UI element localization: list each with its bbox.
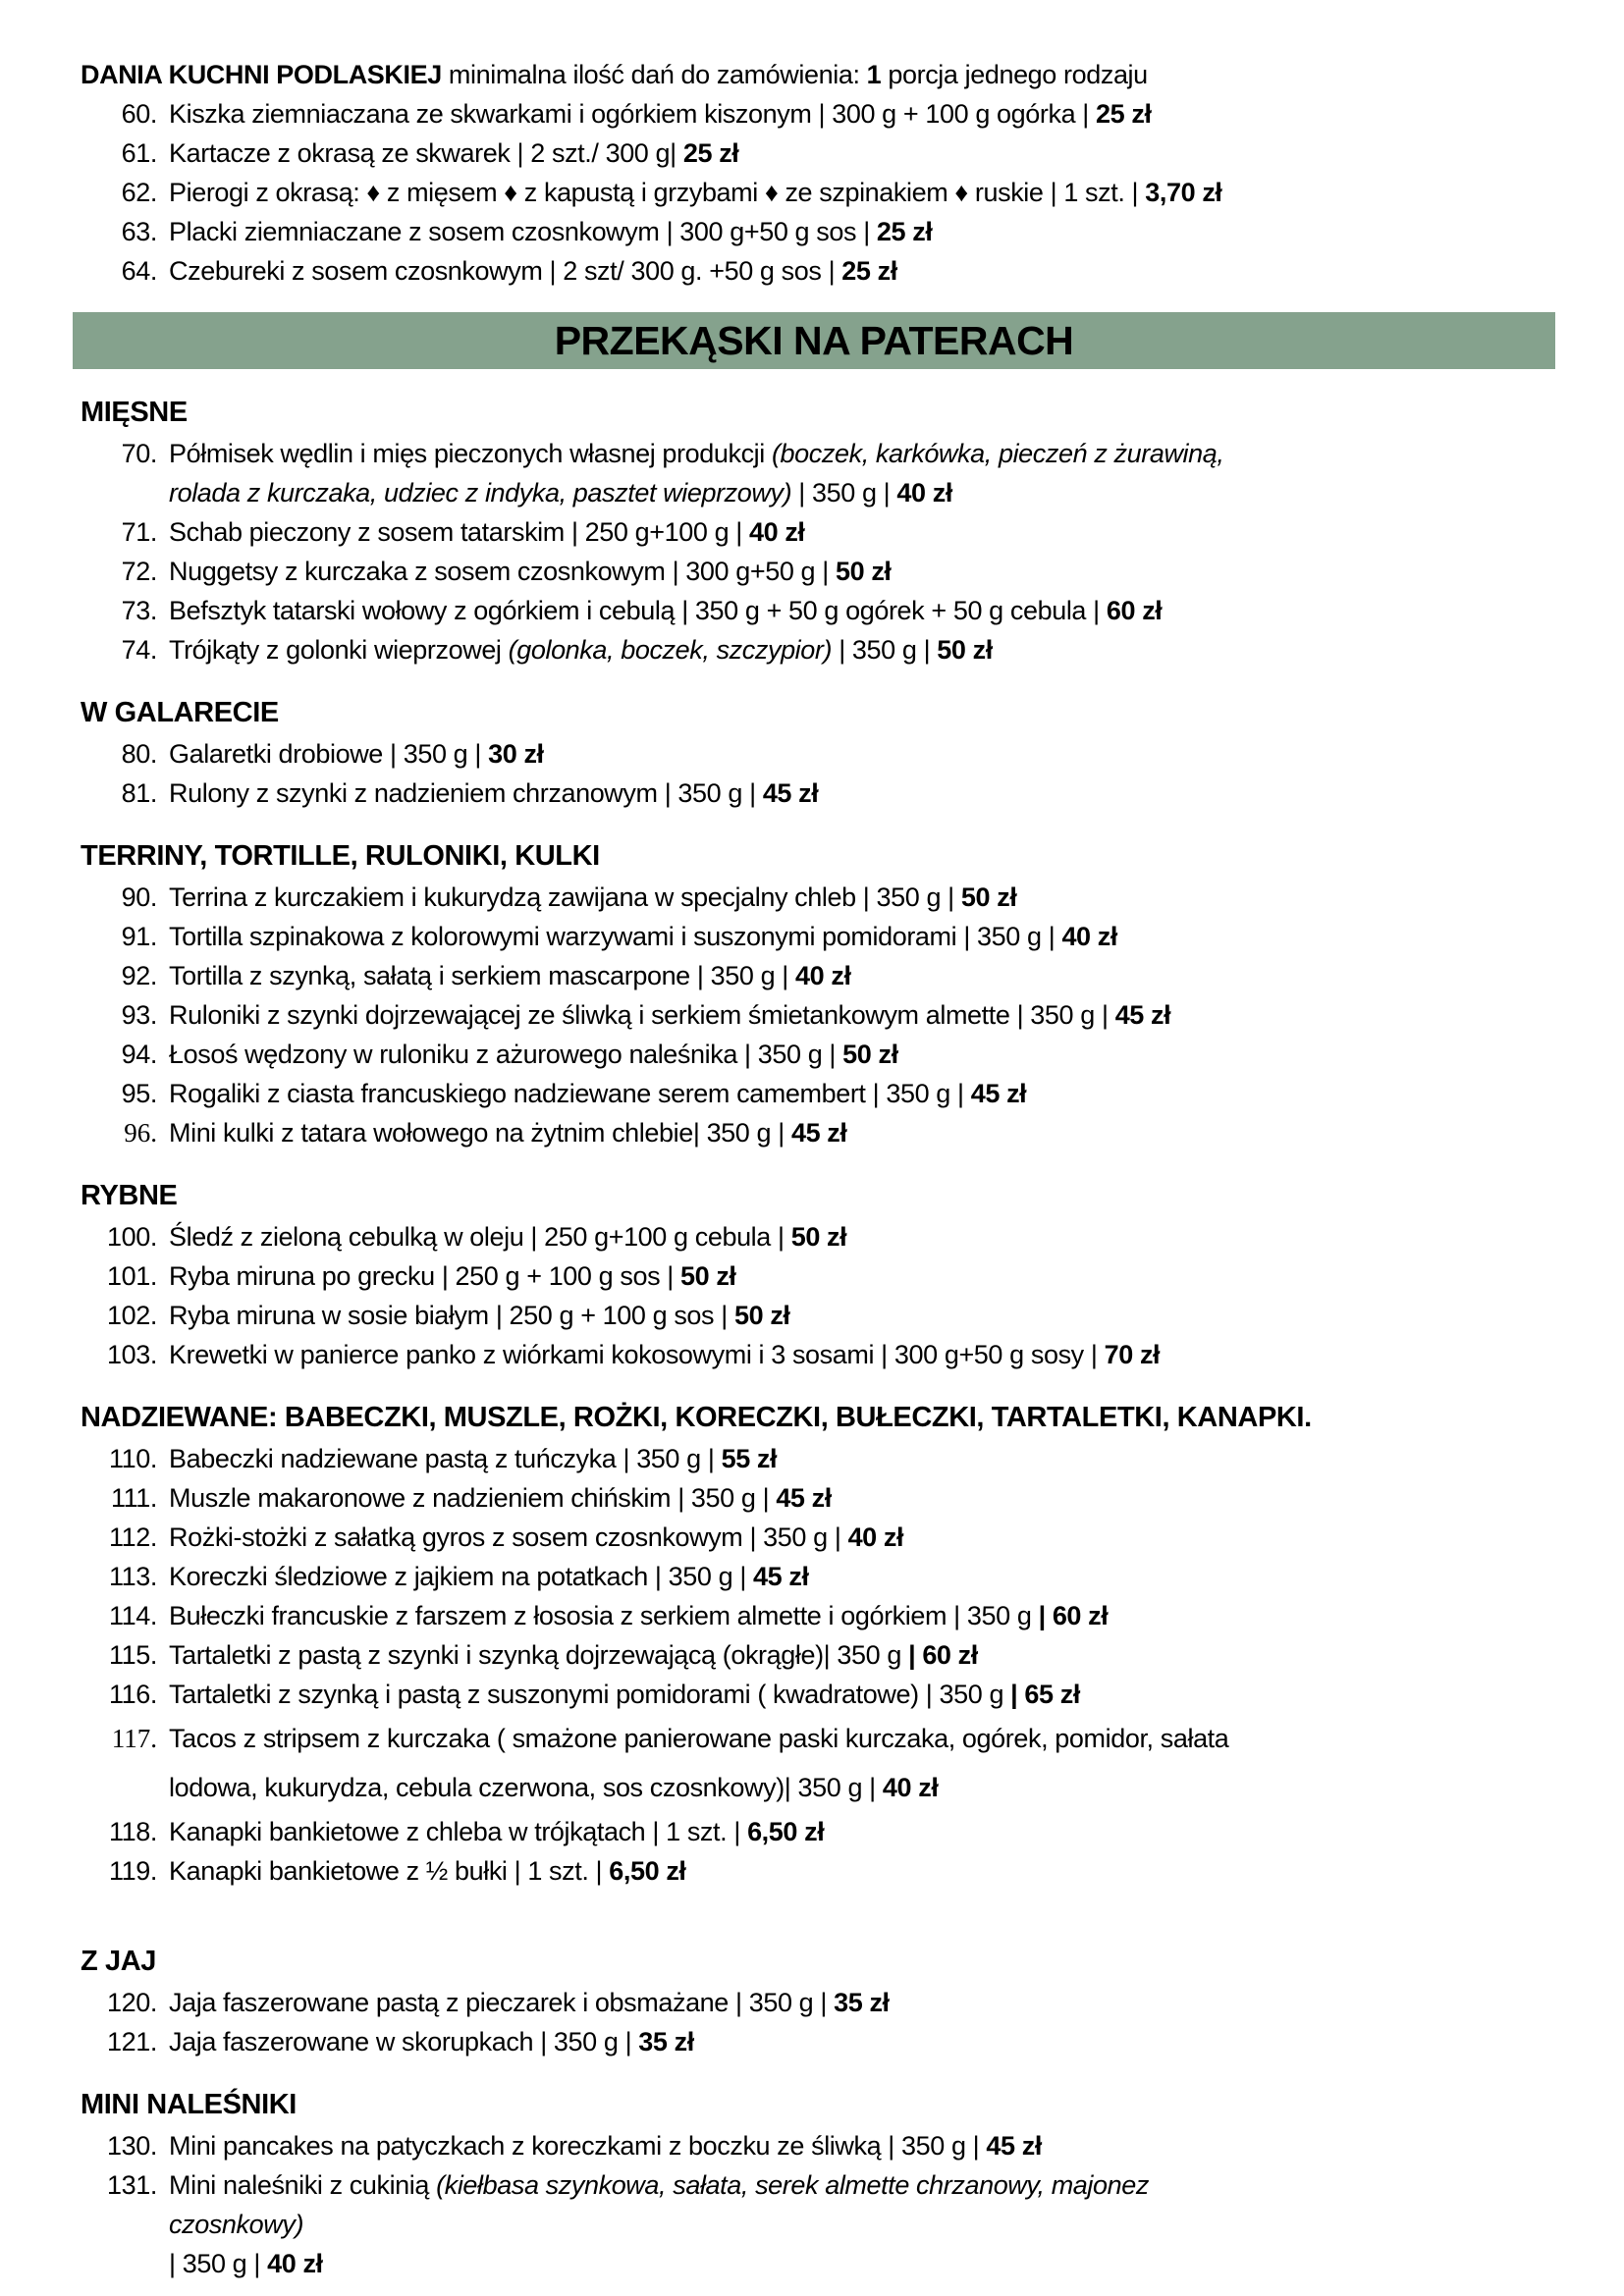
item-number: 112. [109,1522,157,1552]
item-text-segment: | 350 g | [169,2249,268,2278]
section-title: TERRINY, TORTILLE, RULONIKI, KULKI [81,840,600,872]
item-price: 3,70 zł [1145,178,1222,207]
item-number: 72. [121,557,157,586]
item-number: 117. [111,1724,157,1753]
item-price: 45 zł [776,1483,832,1513]
menu-item [81,774,1555,813]
item-text-segment: czosnkowy) [169,2210,304,2239]
menu-item [81,1335,1555,1374]
item-price: 45 zł [986,2131,1042,2161]
item-text-segment: Tartaletki z pastą z szynki i szynką dojrzewającą (okrągłe)| 350 g [169,1640,909,1670]
item-text-segment: Krewetki w panierce panko z wiórkami kokosowymi i 3 sosami | 300 g+50 g sosy | [169,1340,1105,1369]
menu-item [81,434,1555,512]
item-number: 113. [109,1562,157,1591]
item-text-segment: (kiełbasa szynkowa, sałata, serek almette chrzanowy, majonez [436,2170,1149,2200]
item-number: 102. [107,1301,157,1330]
item-price: 60 zł [1106,596,1163,625]
menu-item [81,917,1555,956]
item-text-segment: Śledź z zieloną cebulką w oleju | 250 g+100 g cebula | [169,1222,791,1252]
item-text-segment: Rogaliki z ciasta francuskiego nadziewane serem camembert | 350 g | [169,1079,971,1108]
item-price: 45 zł [1114,1000,1171,1030]
item-text-segment: Rulony z szynki z nadzieniem chrzanowym | 350 g | [169,778,763,808]
item-text-segment: Babeczki nadziewane pastą z tuńczyka | 350 g | [169,1444,722,1473]
item-number: 81. [121,778,157,808]
menu-item [81,1983,1555,2022]
item-number: 95. [121,1079,157,1108]
item-text-segment: Jaja faszerowane w skorupkach | 350 g | [169,2027,639,2056]
item-number: 96. [124,1118,157,1148]
item-text-segment: (golonka, boczek, szczypior) [508,635,833,665]
item-price: 40 zł [749,517,805,547]
item-price: | 60 zł [1038,1601,1109,1630]
menu-item [81,552,1555,591]
item-price: 50 zł [960,882,1017,912]
menu-item [81,133,1555,173]
intro-segment: 1 [866,60,882,89]
item-number: 93. [121,1000,157,1030]
item-text-segment: Mini pancakes na patyczkach z koreczkami z boczku ze śliwką | 350 g | [169,2131,987,2161]
item-text-segment: Bułeczki francuskie z farszem z łososia z serkiem almette i ogórkiem | 350 g [169,1601,1039,1630]
item-text-segment: Muszle makaronowe z nadzieniem chińskim | 350 g | [169,1483,777,1513]
menu-item [81,956,1555,995]
item-price: 6,50 zł [609,1856,686,1886]
item-number: 62. [121,178,157,207]
item-number: 90. [121,882,157,912]
item-text-segment: rolada z kurczaka, udziec z indyka, pasztet wieprzowy) [169,478,792,507]
item-text-segment: Jaja faszerowane pastą z pieczarek i obsmażane | 350 g | [169,1988,835,2017]
menu-item [81,1714,1555,1812]
section-rybne [81,1174,1555,1374]
item-price: 50 zł [937,635,993,665]
item-price: 40 zł [267,2249,323,2278]
item-price: 50 zł [790,1222,847,1252]
item-text-segment: Mini kulki z tatara wołowego na żytnim chlebie| 350 g | [169,1118,791,1148]
item-number: 73. [121,596,157,625]
menu-item [81,173,1555,212]
menu-item [81,1635,1555,1675]
item-number: 80. [121,739,157,769]
item-number: 94. [121,1040,157,1069]
banner-przekaski-na-paterach [73,312,1555,369]
section-terriny [81,834,1555,1152]
item-text-segment: Placki ziemniaczane z sosem czosnkowym | 300 g+50 g sos | [169,217,877,246]
item-number: 63. [121,217,157,246]
item-price: 55 zł [721,1444,778,1473]
item-price: 70 zł [1104,1340,1161,1369]
item-price: 40 zł [847,1522,904,1552]
menu-item [81,512,1555,552]
menu-item [81,1217,1555,1256]
item-text-segment: Czebureki z sosem czosnkowym | 2 szt/ 300 g. +50 g sos | [169,256,842,286]
item-number: 110. [109,1444,157,1473]
section-title: Z JAJ [81,1946,156,1977]
menu-item [81,1256,1555,1296]
item-number: 120. [107,1988,157,2017]
menu-item [81,1074,1555,1113]
item-price: 50 zł [842,1040,898,1069]
item-text-segment: Łosoś wędzony w ruloniku z ażurowego naleśnika | 350 g | [169,1040,843,1069]
item-text-segment: Ruloniki z szynki dojrzewającej ze śliwką i serkiem śmietankowym almette | 350 g | [169,1000,1115,1030]
item-text-segment: Kiszka ziemniaczana ze skwarkami i ogórkiem kiszonym | 300 g + 100 g ogórka | [169,99,1097,129]
menu-item [81,1812,1555,1851]
section-title: NADZIEWANE: BABECZKI, MUSZLE, ROŻKI, KORECZKI, BUŁECZKI, TARTALETKI, KANAPKI. [81,1402,1312,1433]
item-text-segment: Nuggetsy z kurczaka z sosem czosnkowym | 300 g+50 g | [169,557,836,586]
section-z-jaj [81,1940,1555,2061]
item-text-segment: Befsztyk tatarski wołowy z ogórkiem i cebulą | 350 g + 50 g ogórek + 50 g cebula | [169,596,1107,625]
item-price: 30 zł [488,739,544,769]
item-number: 111. [111,1483,157,1513]
item-price: 50 zł [733,1301,790,1330]
item-text-segment: Schab pieczony z sosem tatarskim | 250 g+100 g | [169,517,749,547]
item-price: 45 zł [753,1562,809,1591]
item-number: 118. [109,1817,157,1846]
menu-item [81,591,1555,630]
item-text-segment: (boczek, karkówka, pieczeń z żurawiną, [771,439,1224,468]
item-text-segment: Pierogi z okrasą: ♦ z mięsem ♦ z kapustą i grzybami ♦ ze szpinakiem ♦ ruskie | 1 szt. | [169,178,1146,207]
item-text-segment: Tartaletki z szynką i pastą z suszonymi pomidorami ( kwadratowe) | 350 g [169,1680,1011,1709]
menu-item [81,1478,1555,1518]
menu-item [81,630,1555,669]
section-title: MIĘSNE [81,397,188,428]
section-mini-nalesniki [81,2083,1555,2283]
section-nadziewane [81,1396,1555,1891]
section-title: MINI NALEŚNIKI [81,2089,297,2120]
item-price: 35 zł [638,2027,694,2056]
intro-segment: porcja jednego rodzaju [881,60,1148,89]
menu-item [81,2126,1555,2165]
item-text-segment: Tortilla szpinakowa z kolorowymi warzywami i suszonymi pomidorami | 350 g | [169,922,1062,951]
item-price: | 60 zł [908,1640,978,1670]
item-price: 40 zł [896,478,952,507]
item-price: 45 zł [970,1079,1027,1108]
intro-line [81,55,1555,94]
menu-item [81,878,1555,917]
item-number: 71. [121,517,157,547]
item-number: 101. [107,1261,157,1291]
item-price: 25 zł [841,256,897,286]
item-number: 64. [121,256,157,286]
item-price: 40 zł [882,1773,939,1802]
section-dania-kuchni-podlaskiej [81,94,1555,291]
item-price: 6,50 zł [747,1817,825,1846]
section-miesne [81,391,1555,669]
item-number: 131. [107,2170,157,2200]
intro-segment: minimalna ilość dań do zamówienia: [441,60,867,89]
menu-item [81,1851,1555,1891]
menu-item [81,1596,1555,1635]
item-number: 130. [107,2131,157,2161]
menu-item [81,1439,1555,1478]
item-price: 25 zł [682,138,739,168]
item-text-segment: Kartacze z okrasą ze skwarek | 2 szt./ 300 g| [169,138,683,168]
item-number: 60. [121,99,157,129]
item-text-segment: Półmisek wędlin i mięs pieczonych własnej produkcji [169,439,772,468]
item-number: 91. [121,922,157,951]
item-text-segment: Mini naleśniki z cukinią [169,2170,437,2200]
item-number: 119. [109,1856,157,1886]
item-text-segment: | 350 g | [832,635,938,665]
item-price: 40 zł [795,961,851,990]
item-number: 74. [121,635,157,665]
item-price: 45 zł [762,778,819,808]
menu-item [81,1557,1555,1596]
item-number: 116. [109,1680,157,1709]
section-title: W GALARECIE [81,697,279,728]
item-price: 25 zł [876,217,933,246]
item-text-segment: lodowa, kukurydza, cebula czerwona, sos czosnkowy)| 350 g | [169,1773,883,1802]
item-number: 100. [107,1222,157,1252]
item-text-segment: Terrina z kurczakiem i kukurydzą zawijana w specjalny chleb | 350 g | [169,882,961,912]
item-text-segment: Trójkąty z golonki wieprzowej [169,635,509,665]
item-number: 61. [121,138,157,168]
intro-segment: DANIA KUCHNI PODLASKIEJ [81,60,442,89]
menu-item [81,1296,1555,1335]
item-number: 115. [109,1640,157,1670]
menu-item [81,1518,1555,1557]
item-text-segment: Koreczki śledziowe z jajkiem na potatkach | 350 g | [169,1562,754,1591]
item-text-segment: Rożki-stożki z sałatką gyros z sosem czosnkowym | 350 g | [169,1522,848,1552]
section-title: RYBNE [81,1180,178,1211]
item-price: | 65 zł [1010,1680,1080,1709]
menu-item [81,251,1555,291]
menu-item [81,2022,1555,2061]
item-number: 70. [121,439,157,468]
item-text-segment: Kanapki bankietowe z ½ bułki | 1 szt. | [169,1856,610,1886]
item-price: 50 zł [836,557,892,586]
menu-item [81,94,1555,133]
item-price: 40 zł [1061,922,1117,951]
menu-item [81,2165,1555,2283]
item-price: 50 zł [680,1261,736,1291]
item-text-segment: Tacos z stripsem z kurczaka ( smażone panierowane paski kurczaka, ogórek, pomidor, sałata [169,1724,1229,1753]
item-text-segment: Ryba miruna po grecku | 250 g + 100 g sos | [169,1261,680,1291]
item-number: 103. [107,1340,157,1369]
item-text-segment: Ryba miruna w sosie białym | 250 g + 100 g sos | [169,1301,734,1330]
item-text-segment: Tortilla z szynką, sałatą i serkiem mascarpone | 350 g | [169,961,796,990]
menu-item [81,1675,1555,1714]
item-text-segment: Kanapki bankietowe z chleba w trójkątach | 1 szt. | [169,1817,748,1846]
item-text-segment: Galaretki drobiowe | 350 g | [169,739,489,769]
menu-item [81,1035,1555,1074]
menu-item [81,734,1555,774]
item-price: 35 zł [834,1988,890,2017]
menu-item [81,212,1555,251]
menu-item [81,995,1555,1035]
item-price: 45 zł [790,1118,847,1148]
item-text-segment: | 350 g | [791,478,897,507]
item-number: 114. [109,1601,157,1630]
menu-item [81,1113,1555,1152]
item-number: 121. [107,2027,157,2056]
section-w-galarecie [81,691,1555,813]
item-number: 92. [121,961,157,990]
banner-label: PRZEKĄSKI NA PATERACH [554,318,1074,363]
item-price: 25 zł [1096,99,1152,129]
